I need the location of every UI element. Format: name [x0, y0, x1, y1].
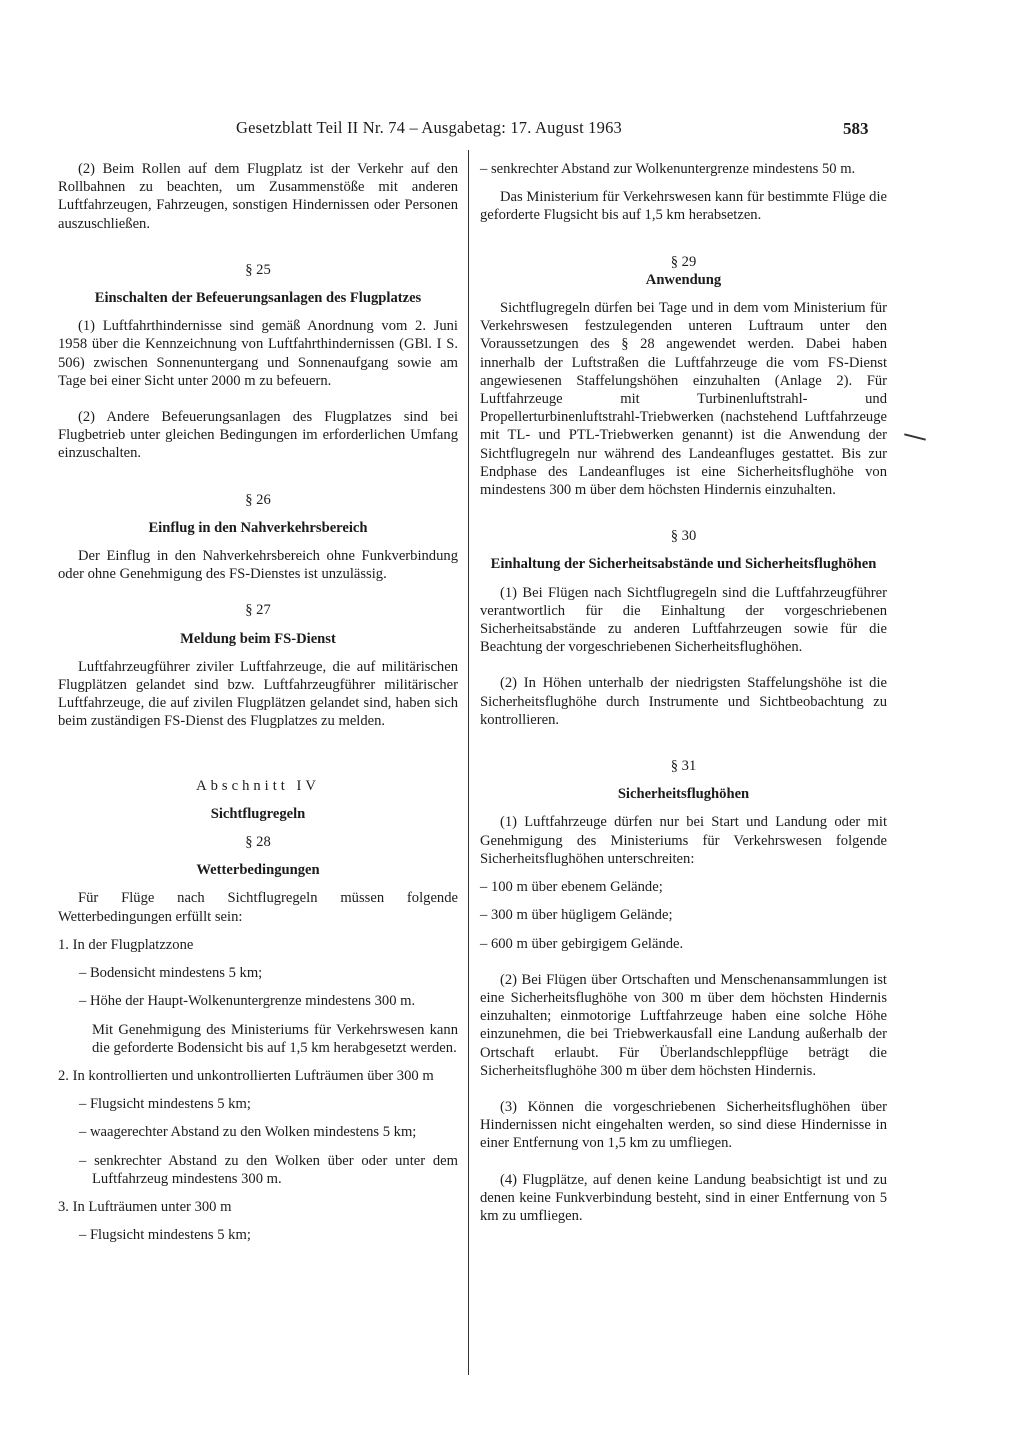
list-item-2b: – waagerechter Abstand zu den Wolken mindestens 5 km; — [79, 1124, 417, 1141]
list-item-1: 1. In der Flugplatzzone — [58, 936, 194, 953]
section-26-number: § 26 — [245, 491, 271, 508]
section-28-intro: Für Flüge nach Sichtflugregeln müssen folgende Wetterbedingungen erfüllt sein: — [58, 890, 458, 925]
list-item-2a: – Flugsicht mindestens 5 km; — [79, 1096, 251, 1113]
page-number: 583 — [843, 119, 869, 138]
altitude-item-3: – 600 m über gebirgigem Gelände. — [480, 935, 684, 952]
list-item-3a: – Flugsicht mindestens 5 km; — [79, 1227, 251, 1244]
continued-paragraph: Das Ministerium für Verkehrswesen kann für bestimmte Flüge die geforderte Flugsicht bis auf 1,5 km herabsetzen. — [480, 189, 887, 224]
section-25-p2: (2) Andere Befeuerungsanlagen des Flugplatzes sind bei Flugbetrieb unter gleichen Bedingungen im erforderlichen Umfang einzuschalten. — [58, 409, 458, 462]
altitude-item-1: – 100 m über ebenem Gelände; — [480, 879, 663, 896]
section-31-p2: (2) Bei Flügen über Ortschaften und Menschenansammlungen ist eine Sicherheitsflughöhe von 300 m über dem höchsten Hindernis einzuhalten; einmotorige Luftfahrzeuge haben eine solche Höhe einzunehmen, die bei Triebwerkausfall eine Landung außerhalb der Ortschaft erlaubt. Für Überlandschleppflüge beträgt die Sicherheitsflughöhe 300 m über dem höchsten Hindernis. — [480, 971, 887, 1079]
section-25-number: § 25 — [245, 261, 271, 278]
section-25-title: Einschalten der Befeuerungsanlagen des Flugplatzes — [94, 290, 422, 307]
list-item-1b: – Höhe der Haupt-Wolkenuntergrenze mindestens 300 m. — [79, 993, 416, 1010]
section-27-p1: Luftfahrzeugführer ziviler Luftfahrzeuge, die auf militärischen Flugplätzen gelandet sind bzw. Luftfahrzeugführer militärischer Luftfahrzeuge, die auf zivilen Flugplätzen gelandet sind, haben sich beim zuständigen FS-Dienst des Flugplatzes zu melden. — [58, 658, 458, 730]
section-31-p1: (1) Luftfahrzeuge dürfen nur bei Start und Landung oder mit Genehmigung des Ministeriums für Verkehrswesen folgende Sicherheitsflughöhen unterschreiten: — [480, 814, 887, 867]
altitude-item-2: – 300 m über hügligem Gelände; — [480, 907, 673, 924]
section-30-p1: (1) Bei Flügen nach Sichtflugregeln sind die Luftfahrzeugführer verantwortlich für die Einhaltung der vorgeschriebenen Sicherheitsabstände zu anderen Luftfahrzeugen sowie für die Beachtung der vorgeschriebenen Sicherheitsflughöhen. — [480, 584, 887, 656]
section-27-number: § 27 — [245, 602, 271, 619]
section-29-title: Anwendung — [645, 271, 722, 288]
section-27-title: Meldung beim FS-Dienst — [180, 630, 336, 647]
header-title: Gesetzblatt Teil II Nr. 74 – Ausgabetag: 17. August 1963 — [236, 118, 622, 137]
continued-item: – senkrechter Abstand zur Wolkenuntergrenze mindestens 50 m. — [480, 161, 856, 177]
section-30-title: Einhaltung der Sicherheitsabstände und Sicherheitsflughöhen — [490, 556, 877, 573]
list-item-3: 3. In Lufträumen unter 300 m — [58, 1198, 232, 1215]
section-31-title: Sicherheitsflughöhen — [617, 786, 750, 803]
section-28-title: Wetterbedingungen — [196, 862, 320, 879]
margin-mark — [904, 433, 926, 440]
section-26-p1: Der Einflug in den Nahverkehrsbereich ohne Funkverbindung oder ohne Genehmigung des FS-Dienstes ist unzulässig. — [58, 548, 458, 583]
left-column — [58, 160, 458, 1244]
list-item-1-note: Mit Genehmigung des Ministeriums für Verkehrswesen kann die geforderte Bodensicht bis auf 1,5 km herabgesetzt werden. — [92, 1021, 458, 1056]
column-divider — [468, 150, 469, 1375]
section-28-number: § 28 — [245, 834, 271, 851]
section-31-p3: (3) Können die vorgeschriebenen Sicherheitsflughöhen über Hindernissen nicht eingehalten werden, so sind diese Hindernisse in einer Entfernung von 1,5 km zu umfliegen. — [480, 1098, 887, 1152]
section-31-number: § 31 — [670, 758, 697, 775]
section-26-title: Einflug in den Nahverkehrsbereich — [148, 519, 368, 536]
page-header — [0, 116, 1024, 140]
section-29-p1: Sichtflugregeln dürfen bei Tage und in dem vom Ministerium für Verkehrswesen festzulegenden unteren Luftraum unter den Voraussetzungen des § 28 angewendet werden. Dabei haben innerhalb der Luftstraßen die Luftfahrzeuge die vom FS-Dienst angewiesenen Staffelungshöhen einzuhalten (Anlage 2). Für Luftfahrzeuge mit Turbinenluftstrahl- und Propellerturbinenluftstrahl-Triebwerken (nachstehend Luftfahrzeuge mit TL- und PTL-Triebwerken genannt) ist die Anwendung der Sichtflugregeln nur während des Landeanfluges gestattet. Bis zur Endphase des Landeanfluges ist eine Sicherheitsflughöhe von mindestens 300 m über dem höchsten Hindernis einzuhalten. — [480, 300, 887, 499]
abschnitt-heading: Abschnitt IV — [196, 777, 320, 794]
right-column — [480, 160, 887, 1225]
abschnitt-title: Sichtflugregeln — [210, 805, 306, 822]
section-25-p1: (1) Luftfahrthindernisse sind gemäß Anordnung vom 2. Juni 1958 über die Kennzeichnung von Luftfahrthindernissen (GBl. I S. 506) zwischen Sonnenuntergang und Sonnenaufgang sowie am Tage bei einer Sicht unter 2000 m zu befeuern. — [58, 318, 458, 389]
paragraph-24-2: (2) Beim Rollen auf dem Flugplatz ist der Verkehr auf den Rollbahnen zu beachten, um Zusammenstöße mit anderen Luftfahrzeugen, Fahrzeugen, sonstigen Hindernissen oder Personen auszuschließen. — [58, 161, 458, 232]
section-29-number: § 29 — [670, 253, 697, 270]
list-item-2c: – senkrechter Abstand zu den Wolken über oder unter dem Luftfahrzeug mindestens 300 m. — [79, 1152, 458, 1187]
section-30-p2: (2) In Höhen unterhalb der niedrigsten Staffelungshöhe ist die Sicherheitsflughöhe durch Instrumente und Sichtbeobachtung zu kontrollieren. — [480, 675, 887, 728]
section-30-number: § 30 — [670, 528, 697, 545]
section-31-p4: (4) Flugplätze, auf denen keine Landung beabsichtigt ist und zu denen keine Funkverbindung besteht, sind in einer Entfernung von 5 km zu umfliegen. — [480, 1171, 887, 1224]
list-item-1a: – Bodensicht mindestens 5 km; — [79, 965, 263, 982]
list-item-2: 2. In kontrollierten und unkontrollierten Lufträumen über 300 m — [58, 1067, 434, 1084]
